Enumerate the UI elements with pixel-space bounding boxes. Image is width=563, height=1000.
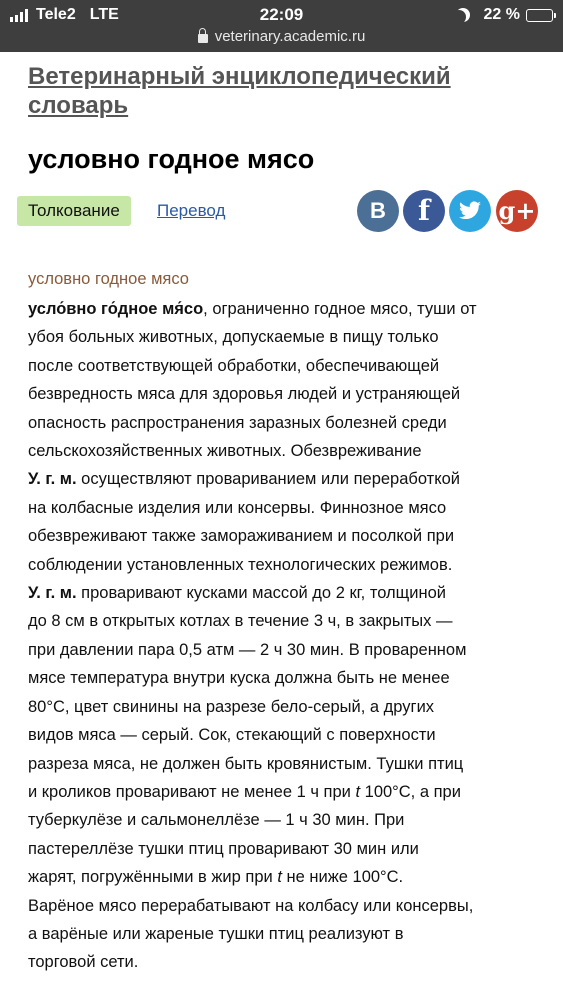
article-line: и кроликов проваривают не менее 1 ч при t 100°С, а при [28,782,461,801]
vk-share-button[interactable] [357,190,399,232]
tab-interpretation[interactable]: Толкование [17,196,131,226]
twitter-share-button[interactable] [449,190,491,232]
article-line: пастереллёзе тушки птиц проваривают 30 мин или [28,839,419,858]
article-line: безвредность мяса для здоровья людей и устраняющей [28,385,461,404]
page-title: условно годное мясо [28,144,315,174]
address-bar[interactable] [0,28,563,45]
temperature-symbol: t [277,868,282,887]
google-plus-share-button[interactable] [496,190,538,232]
battery-percent: 22 % [483,6,520,23]
article-line: сельскохозяйственных животных. Обезвреживание [28,442,422,461]
temperature-symbol: t [355,782,361,801]
facebook-icon: f [417,194,431,227]
network-type: LTE [89,6,119,23]
article-headword: условно годное мясо [28,270,189,288]
article-line: Варёное мясо перерабатывают на колбасу или консервы, [28,896,474,915]
lock-icon [198,34,208,43]
article-line: торговой сети. [28,953,139,972]
article-line: У. г. м. проваривают кусками массой до 2 кг, толщиной [28,584,446,603]
carrier-name: Tele2 [36,6,76,23]
article-line: У. г. м. осуществляют провариванием или переработкой [28,470,461,489]
article-line: жарят, погружёнными в жир при t не ниже 100°С. [28,868,404,887]
do-not-disturb-moon-icon [452,10,466,24]
bold-term: усло́вно го́дное мя́со [28,300,204,318]
article-line: а варёные или жареные тушки птиц реализуют в [28,924,404,943]
article-line: до 8 см в открытых котлах в течение 3 ч, в закрытых — [28,612,453,631]
article-body [28,295,556,977]
status-right [456,5,553,25]
address-url: veterinary.academic.ru [214,28,366,45]
article-line: на колбасные изделия или консервы. Финнозное мясо [28,498,447,517]
article-line: обезвреживают также замораживанием и посолкой при [28,527,455,546]
abbreviation: У. г. м. [28,584,77,603]
article-line: усло́вно го́дное мя́со, ограниченно годное мясо, туши от [28,300,477,318]
status-bar [0,0,563,52]
tab-translation[interactable]: Перевод [157,201,226,220]
article-line: мясе температура внутри куска должна быть не менее [28,669,450,688]
article-line: разреза мяса, не должен быть кровянистым. Тушки птиц [28,754,464,773]
article-line: опасность распространения заразных болезней среди [28,413,447,432]
twitter-icon [457,199,483,223]
battery-icon [526,9,553,22]
abbreviation: У. г. м. [28,470,77,489]
article-line: соблюдении установленных технологических режимов. [28,555,453,574]
article-line: туберкулёзе и сальмонеллёзе — 1 ч 30 мин. При [28,811,405,830]
vk-icon: B [370,198,386,223]
article-line: убоя больных животных, допускаемые в пищу только [28,328,439,347]
facebook-share-button[interactable] [403,190,445,232]
article-line: после соответствующей обработки, обеспечивающей [28,356,440,375]
dictionary-title-link[interactable]: Ветеринарный энциклопедический словарь [28,63,451,119]
clock: 22:09 [259,5,304,24]
article-line: видов мяса — серый. Сок, стекающий с поверхности [28,726,436,745]
article-line: 80°С, цвет свинины на разрезе бело-серый, а других [28,697,435,716]
article-line: при давлении пара 0,5 атм — 2 ч 30 мин. В проваренном [28,640,467,659]
google-plus-icon: g+ [498,196,536,225]
